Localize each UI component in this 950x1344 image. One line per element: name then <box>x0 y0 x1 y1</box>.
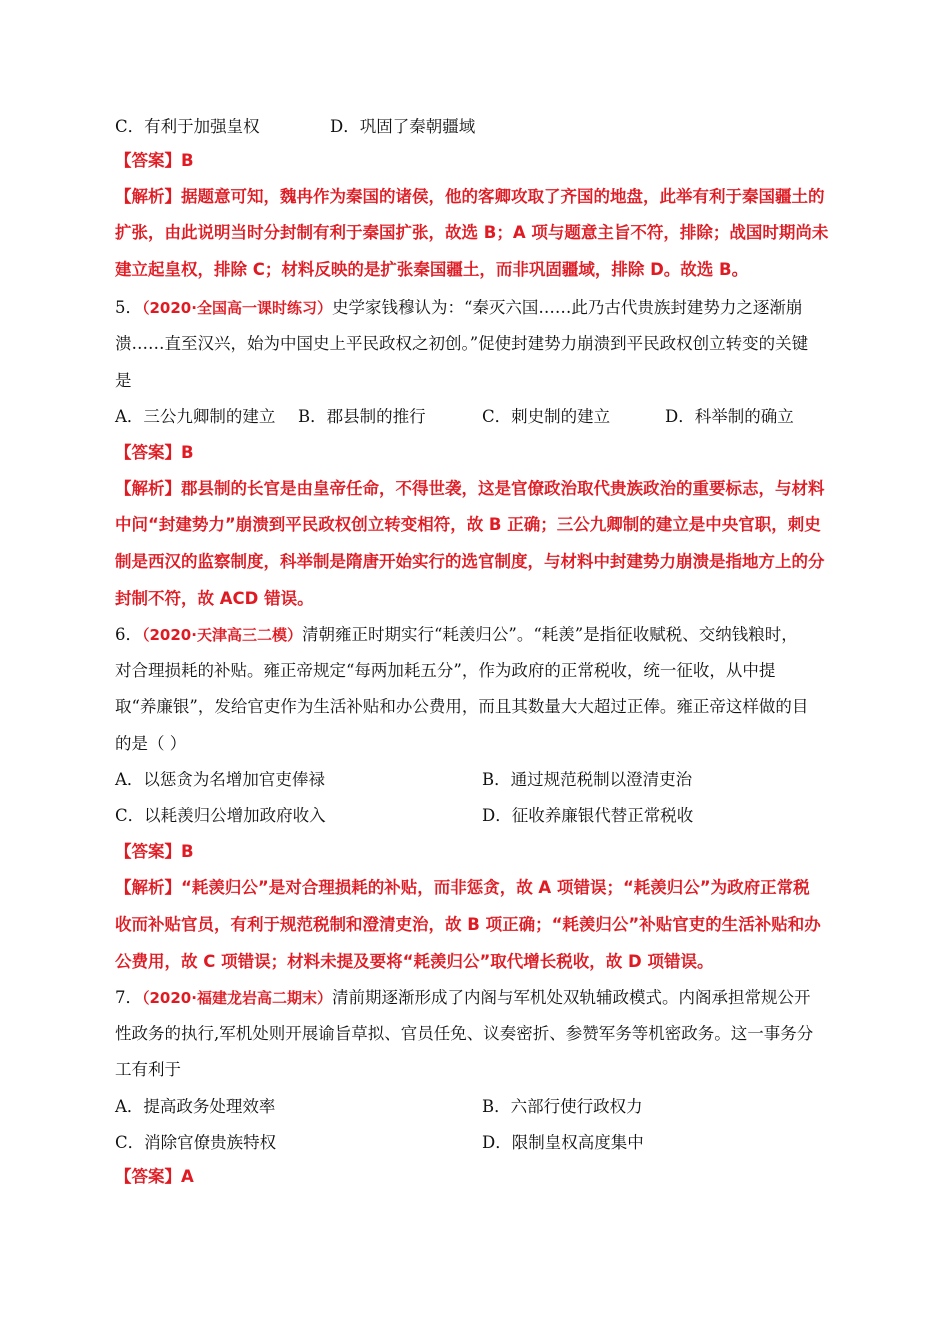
q5-option-c: C．刺史制的建立 <box>482 407 611 426</box>
q7-option-b: B．六部行使行政权力 <box>482 1097 643 1116</box>
q7-stem-text: 清前期逐渐形成了内阁与军机处双轨辅政模式。内阁承担常规公开 <box>331 988 811 1007</box>
q4-analysis-line: 【解析】据题意可知，魏冉作为秦国的诸侯，他的客卿攻取了齐国的地盘，此举有利于秦国疆土的 <box>115 187 825 206</box>
q6-stem-text: 清朝雍正时期实行“耗羡归公”。“耗羡”是指征收赋税、交纳钱粮时， <box>301 625 798 644</box>
q5-option-a: A．三公九卿制的建立 <box>115 407 276 426</box>
q6-source: （2020·天津高三二模） <box>142 626 302 644</box>
q6-stem-line <box>115 624 798 646</box>
q7-stem-line: 性政务的执行,军机处则开展谕旨草拟、官员任免、议奏密折、参赞军务等机密政务。这一事务分 <box>115 1024 814 1043</box>
q5-analysis-line: 封制不符，故 ACD 错误。 <box>115 589 314 608</box>
q7-option-d: D．限制皇权高度集中 <box>482 1133 644 1152</box>
q5-analysis-line: 中问“封建势力”崩溃到平民政权创立转变相符，故 B 正确；三公九卿制的建立是中央官职，刺史 <box>115 515 821 534</box>
q6-stem-line: 取“养廉银”，发给官吏作为生活补贴和办公费用，而且其数量大大超过正俸。雍正帝这样做的目 <box>115 697 809 716</box>
q6-analysis-line: 公费用，故 C 项错误；材料未提及要将“耗羡归公”取代增长税收，故 D 项错误。 <box>115 952 714 971</box>
q4-option-d: D．巩固了秦朝疆域 <box>330 117 476 136</box>
q4-answer: 【答案】B <box>115 151 194 170</box>
q6-stem-line: 的是（ ） <box>115 734 187 753</box>
q6-analysis-line: 收而补贴官员，有利于规范税制和澄清吏治，故 B 项正确；“耗羡归公”补贴官吏的生活补贴和办 <box>115 915 821 934</box>
q7-option-c: C．消除官僚贵族特权 <box>115 1133 277 1152</box>
q5-stem-text: 史学家钱穆认为：“秦灭六国……此乃古代贵族封建势力之逐渐崩 <box>331 298 803 317</box>
q5-source: （2020·全国高一课时练习） <box>142 299 332 317</box>
q7-stem-line: 工有利于 <box>115 1060 181 1079</box>
q5-option-b: B．郡县制的推行 <box>298 407 426 426</box>
q5-answer: 【答案】B <box>115 443 194 462</box>
q5-analysis-line: 制是西汉的监察制度，科举制是隋唐开始实行的选官制度，与材料中封建势力崩溃是指地方上的分 <box>115 552 825 571</box>
q5-stem-line <box>115 297 802 319</box>
q6-option-b: B．通过规范税制以澄清吏治 <box>482 770 693 789</box>
q4-option-c: C．有利于加强皇权 <box>115 117 260 136</box>
q6-number: 6． <box>115 625 142 644</box>
q7-option-a: A．提高政务处理效率 <box>115 1097 276 1116</box>
q7-source: （2020·福建龙岩高二期末） <box>142 989 332 1007</box>
q5-stem-line: 是 <box>115 371 132 390</box>
q6-option-d: D．征收养廉银代替正常税收 <box>482 806 694 825</box>
q6-option-a: A．以惩贪为名增加官吏俸禄 <box>115 770 325 789</box>
q5-stem-line: 溃……直至汉兴，始为中国史上平民政权之初创。”促使封建势力崩溃到平民政权创立转变的关键 <box>115 334 809 353</box>
q6-stem-line: 对合理损耗的补贴。雍正帝规定“每两加耗五分”，作为政府的正常税收，统一征收，从中提 <box>115 661 776 680</box>
q7-number: 7． <box>115 988 142 1007</box>
q6-analysis-line: 【解析】“耗羡归公”是对合理损耗的补贴，而非惩贪，故 A 项错误；“耗羡归公”为政府正常税 <box>115 878 810 897</box>
q4-analysis-line: 扩张，由此说明当时分封制有利于秦国扩张，故选 B；A 项与题意主旨不符，排除；战国时期尚未 <box>115 223 829 242</box>
q6-answer: 【答案】B <box>115 842 194 861</box>
q6-option-c: C．以耗羡归公增加政府收入 <box>115 806 326 825</box>
q7-answer: 【答案】A <box>115 1167 194 1186</box>
q7-stem-line <box>115 987 810 1009</box>
q5-number: 5． <box>115 298 142 317</box>
q5-option-d: D．科举制的确立 <box>665 407 794 426</box>
q5-analysis-line: 【解析】郡县制的长官是由皇帝任命，不得世袭，这是官僚政治取代贵族政治的重要标志，与材料 <box>115 479 825 498</box>
q4-analysis-line: 建立起皇权，排除 C；材料反映的是扩张秦国疆土，而非巩固疆域，排除 D。故选 B。 <box>115 260 749 279</box>
